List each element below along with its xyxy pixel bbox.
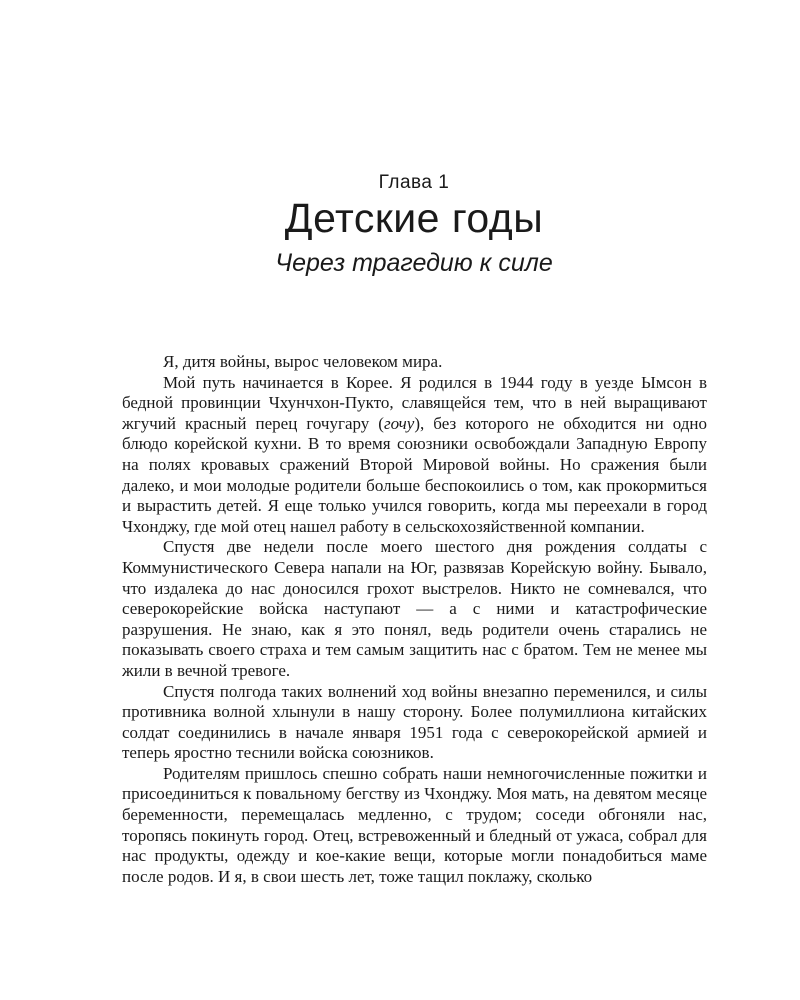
chapter-title: Детские годы <box>284 195 544 241</box>
chapter-body <box>122 352 707 887</box>
chapter-subtitle: Через трагедию к силе <box>275 249 553 277</box>
paragraph: Мой путь начинается в Корее. Я родился в 1944 году в уезде Ымсон в бедной провинции Чхунчхон-Пукто, славящейся тем, что в ней выращивают жгучий красный перец гочугару (гочу), без которого не обходится ни одно блюдо корейской кухни. В то время союзники освобождали Западную Европу на полях кровавых сражений Второй Мировой войны. Но сражения были далеко, и мои молодые родители больше беспокоились о том, как прокормиться и вырастить детей. Я еще только учился говорить, когда мы переехали в город Чхонджу, где мой отец нашел работу в сельскохозяйственной компании. <box>122 372 707 536</box>
paragraph: Родителям пришлось спешно собрать наши немногочисленные пожитки и присоединиться к повальному бегству из Чхонджу. Моя мать, на девятом месяце беременности, перемещалась медленно, с трудом; соседи обгоняли нас, торопясь покинуть город. Отец, встревоженный и бледный от ужаса, собрал для нас продукты, одежду и кое-какие вещи, которые могли понадобиться маме после родов. И я, в свои шесть лет, тоже тащил поклажу, сколько <box>122 763 707 886</box>
chapter-label: Глава 1 <box>378 172 450 193</box>
paragraph: Я, дитя войны, вырос человеком мира. <box>163 352 443 371</box>
paragraph: Спустя две недели после моего шестого дня рождения солдаты с Коммунистического Севера напали на Юг, развязав Корейскую войну. Бывало, что издалека до нас доносился грохот выстрелов. Никто не сомневался, что северокорейские войска наступают — а с ними и катастрофические разрушения. Не знаю, как я это понял, ведь родители очень старались не показывать своего страха и тем самым защитить нас с братом. Тем не менее мы жили в вечной тревоге. <box>122 537 707 680</box>
paragraph: Спустя полгода таких волнений ход войны внезапно переменился, и силы противника волной хлынули в нашу сторону. Более полумиллиона китайских солдат соединились в начале января 1951 года с северокорейской армией и теперь яростно теснили войска союзников. <box>122 681 707 763</box>
italic-term: гочу <box>383 413 415 433</box>
